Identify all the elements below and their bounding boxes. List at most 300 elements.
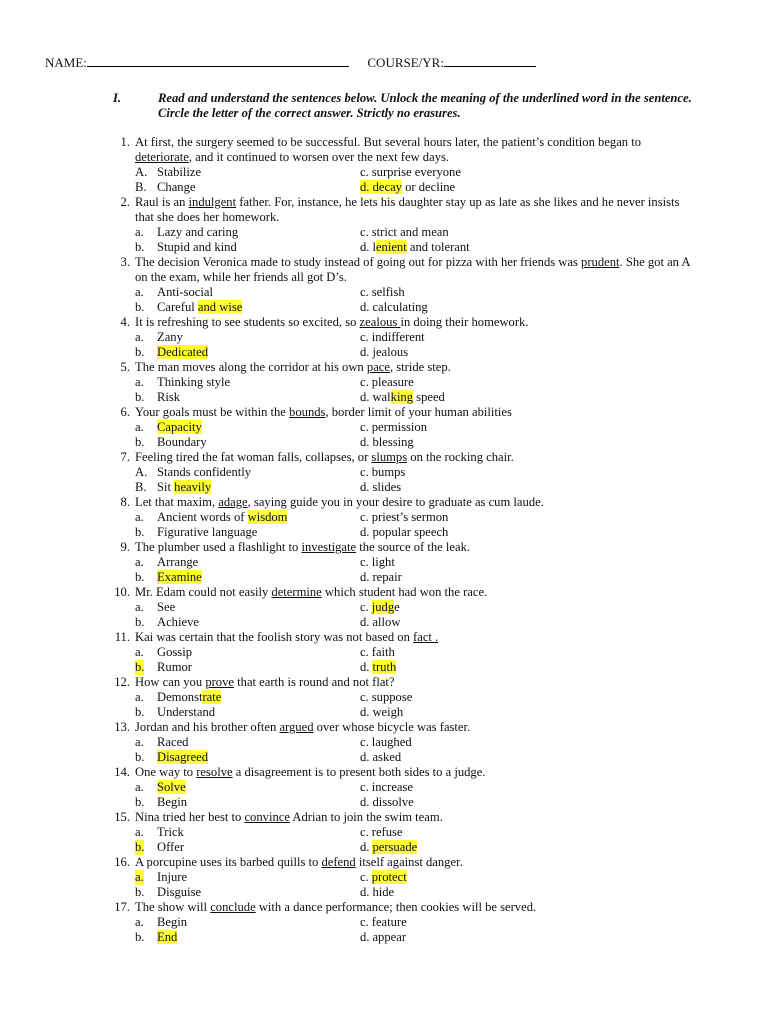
option-text [372,795,413,809]
answer-option[interactable] [360,330,425,345]
option-letter: a. [135,375,144,389]
option-text [157,915,187,930]
stem-text: in doing their homework. [400,315,529,329]
question-list [0,135,768,945]
option-text-part: priest’s sermon [371,510,449,524]
option-text-part: Stabilize [157,165,202,179]
answer-option[interactable] [360,570,402,585]
stem-text: Let that maxim, [135,495,219,509]
option-row [0,465,768,480]
option-letter: a. [135,780,144,794]
option-letter: c. [360,780,369,794]
question-stem [135,765,695,780]
option-row [0,480,768,495]
option-text-part: Injure [157,870,188,884]
option-letter: c. [360,165,369,179]
answer-option[interactable] [135,240,237,255]
option-text-part: Sit [157,480,175,494]
question-item [0,585,768,630]
question-number: 7. [120,450,130,464]
question-number: 3. [120,255,130,269]
stem-text: that earth is round and not flat? [234,675,395,689]
question-stem [135,900,695,915]
answer-option[interactable] [135,735,189,750]
option-text-part: Stupid and kind [157,240,237,254]
answer-option[interactable] [135,690,222,705]
answer-option[interactable] [360,510,448,525]
option-text [157,570,202,585]
option-text [372,570,401,584]
answer-option[interactable] [135,825,184,840]
option-letter: d. [360,885,370,899]
option-row [0,825,768,840]
answer-option[interactable] [360,915,407,930]
answer-option[interactable] [135,480,212,495]
option-text [157,390,180,405]
underlined-word: zealous [359,315,401,329]
underlined-word: bounds [289,405,326,419]
option-text-part: Lazy and caring [157,225,239,239]
answer-option[interactable] [360,555,395,570]
option-text-part: asked [372,750,402,764]
option-text-part: weigh [372,705,404,719]
answer-option[interactable] [360,480,401,495]
option-text-part: e [394,600,400,614]
option-text-part: speed [413,390,445,404]
option-letter: c. [360,225,369,239]
answer-option[interactable] [135,300,243,315]
option-text [360,180,455,194]
answer-option[interactable] [135,750,209,765]
option-row [0,300,768,315]
underlined-word: argued [279,720,314,734]
option-text-part: appear [372,930,407,944]
stem-text: , and it continued to worsen over the next few days. [188,150,450,164]
answer-option[interactable] [135,510,288,525]
answer-option[interactable] [135,645,192,660]
option-text-part: and tolerant [406,240,470,254]
highlighted-answer: truth [372,660,397,674]
option-letter: d. [360,240,370,254]
answer-option[interactable] [360,705,403,720]
option-text [372,390,444,404]
option-letter: b. [135,240,145,254]
option-text [157,345,208,360]
question-item [0,255,768,315]
stem-text: Adrian to join the swim team. [289,810,443,824]
answer-option[interactable] [360,840,417,855]
question-item [0,810,768,855]
course-field[interactable] [444,54,536,67]
option-letter: b. [135,570,145,584]
question-item [0,495,768,540]
option-text-part: selfish [371,285,405,299]
stem-text: Raul is an [135,195,189,209]
option-text-part: slides [372,480,402,494]
question-stem [135,450,695,465]
option-letter: c. [360,465,369,479]
answer-option[interactable] [135,180,196,195]
option-letter: d. [360,660,370,674]
answer-option[interactable] [360,600,400,615]
option-row [0,705,768,720]
option-text [157,420,202,435]
answer-option[interactable] [135,330,183,345]
option-text [372,480,401,494]
highlighted-answer: Examine [157,570,202,584]
option-text [372,300,427,314]
option-row [0,660,768,675]
option-letter: d. [360,615,370,629]
underlined-word: conclude [210,900,256,914]
option-letter: c. [360,735,369,749]
answer-option[interactable] [360,930,406,945]
option-text-part: Change [157,180,196,194]
underlined-word: determine [271,585,322,599]
question-number: 1. [120,135,130,149]
question-number: 2. [120,195,130,209]
option-text [157,180,195,195]
answer-option[interactable] [135,555,199,570]
stem-text: The man moves along the corridor at his own [135,360,367,374]
option-text [157,375,230,390]
option-letter: c. [360,555,369,569]
answer-option[interactable] [135,345,209,360]
option-letter: b. [135,300,145,314]
option-letter: c. [360,645,369,659]
stem-text: with a dance performance; then cookies will be served. [255,900,537,914]
underlined-word: prove [205,675,234,689]
underlined-word: prudent [581,255,620,269]
highlighted-answer: Disagreed [157,750,209,764]
stem-text: Kai was certain that the foolish story was not based on [135,630,414,644]
answer-option[interactable] [135,705,216,720]
answer-option[interactable] [135,840,185,855]
answer-option[interactable] [135,525,258,540]
option-text-part: popular speech [372,525,449,539]
answer-option[interactable] [360,825,403,840]
answer-option[interactable] [360,465,405,480]
answer-option[interactable] [360,645,395,660]
option-row [0,600,768,615]
answer-option[interactable] [360,180,455,195]
option-text-part: or decline [401,180,456,194]
option-text-part: refuse [371,825,403,839]
option-text-part: laughed [371,735,412,749]
option-text [157,510,287,525]
underlined-word: deteriorate [135,150,189,164]
question-stem [135,585,695,600]
option-text-part: dissolve [372,795,414,809]
answer-option[interactable] [135,570,202,585]
question-number: 6. [120,405,130,419]
question-number: 11. [114,630,130,644]
option-text [157,165,201,180]
question-number: 12. [114,675,130,689]
option-row [0,285,768,300]
option-row [0,330,768,345]
instruction-text: Read and understand the sentences below. Unlock the meaning of the underlined word in the sentence. Circle the letter of the correct answer. Strictly no erasures. [158,91,692,120]
question-stem [135,810,695,825]
option-text [157,690,221,705]
option-row [0,870,768,885]
answer-option[interactable] [135,600,176,615]
underlined-word: fact . [413,630,439,644]
highlighted-answer: wisdom [247,510,288,524]
answer-option[interactable] [360,780,413,795]
option-row [0,180,768,195]
answer-option[interactable] [360,285,405,300]
option-letter: c. [360,825,369,839]
stem-text: , border limit of your human abilities [325,405,512,419]
stem-text: A porcupine uses its barbed quills to [135,855,322,869]
option-letter: a. [135,690,144,704]
option-row [0,525,768,540]
option-row [0,555,768,570]
answer-option[interactable] [360,390,445,405]
answer-option[interactable] [360,165,461,180]
option-text-part: suppose [371,690,413,704]
answer-option[interactable] [135,795,188,810]
answer-option[interactable] [135,885,202,900]
question-stem [135,495,695,510]
option-letter: b. [135,615,145,629]
option-letter: a. [135,870,144,884]
option-text [372,840,417,854]
option-text [372,750,401,764]
highlighted-answer: persuade [372,840,418,854]
question-item [0,135,768,195]
option-letter: c. [360,510,369,524]
option-row [0,240,768,255]
answer-option[interactable] [135,420,202,435]
option-text [372,555,395,569]
option-text [157,225,238,240]
option-letter: b. [135,750,145,764]
highlighted-answer: Dedicated [157,345,209,359]
option-text-part: Understand [157,705,216,719]
stem-text: The plumber used a flashlight to [135,540,302,554]
option-text [372,420,427,434]
answer-option[interactable] [360,795,414,810]
underlined-word: slumps [371,450,408,464]
answer-option[interactable] [360,240,470,255]
option-letter: a. [135,555,144,569]
option-text [157,615,199,630]
answer-option[interactable] [360,615,400,630]
question-number: 16. [114,855,130,869]
option-letter: b. [135,345,145,359]
answer-option[interactable] [135,930,178,945]
option-text-part: Boundary [157,435,207,449]
answer-option[interactable] [360,375,414,390]
answer-option[interactable] [135,870,188,885]
option-letter: A. [135,165,148,179]
option-text-part: increase [371,780,413,794]
underlined-word: adage [218,495,248,509]
question-item [0,900,768,945]
question-number: 10. [114,585,130,599]
question-item [0,630,768,675]
answer-option[interactable] [135,465,252,480]
option-letter: d. [360,480,370,494]
answer-option[interactable] [135,915,188,930]
option-letter: A. [135,465,148,479]
option-letter: B. [135,180,147,194]
option-text [157,870,187,885]
option-text-part: Disguise [157,885,202,899]
stem-text: The decision Veronica made to study instead of going out for pizza with her friends was [135,255,582,269]
answer-option[interactable] [360,225,449,240]
stem-text: Your goals must be within the [135,405,290,419]
answer-option[interactable] [135,780,186,795]
answer-option[interactable] [360,870,407,885]
answer-option[interactable] [360,525,448,540]
option-text [372,615,400,629]
question-item [0,360,768,405]
option-text-part: calculating [372,300,428,314]
option-text-part: faith [371,645,395,659]
name-label: NAME: [45,55,87,70]
answer-option[interactable] [360,420,427,435]
option-letter: a. [135,645,144,659]
question-number: 13. [114,720,130,734]
question-item [0,195,768,255]
option-letter: d. [360,390,370,404]
option-letter: B. [135,480,147,494]
highlighted-answer: enient [375,240,407,254]
question-item [0,675,768,720]
option-text-part: Figurative language [157,525,258,539]
question-item [0,855,768,900]
option-letter: b. [135,525,145,539]
option-text-part: light [371,555,395,569]
option-text [372,705,403,719]
stem-text: It is refreshing to see students so excited, so [135,315,360,329]
stem-text: the source of the leak. [356,540,471,554]
option-letter: b. [135,930,145,944]
question-stem [135,540,695,555]
option-letter: d. [360,300,370,314]
option-text-part: permission [371,420,428,434]
stem-text: Mr. Edam could not easily [135,585,272,599]
stem-text: , stride step. [389,360,451,374]
question-stem [135,360,695,375]
answer-option[interactable] [135,390,181,405]
answer-option[interactable] [360,435,414,450]
stem-text: Nina tried her best to [135,810,245,824]
highlighted-answer: rate [202,690,222,704]
option-text [157,285,213,300]
highlighted-answer: Capacity [157,420,202,434]
option-text-part: allow [372,615,401,629]
option-row [0,840,768,855]
option-text [372,690,413,704]
underlined-word: convince [244,810,290,824]
option-text [372,870,407,884]
answer-option[interactable] [360,690,412,705]
option-text [372,330,425,344]
option-text-part: Zany [157,330,183,344]
option-text [157,660,192,675]
highlighted-answer: judg [371,600,395,614]
question-item [0,405,768,450]
option-letter: a. [135,600,144,614]
option-letter: c. [360,420,369,434]
option-text [372,885,394,899]
option-text [157,480,211,495]
option-text [372,465,406,479]
option-letter: c. [360,285,369,299]
student-info-header [45,54,745,70]
answer-option[interactable] [135,225,239,240]
option-text-part: Thinking style [157,375,231,389]
option-letter: a. [135,225,144,239]
option-text [157,735,188,750]
option-letter: d. [360,525,370,539]
question-number: 15. [114,810,130,824]
answer-option[interactable] [360,750,401,765]
stem-text: over whose bicycle was faster. [313,720,471,734]
option-text-part: See [157,600,176,614]
answer-option[interactable] [360,300,428,315]
answer-option[interactable] [360,735,412,750]
option-letter: b. [135,660,145,674]
stem-text: How can you [135,675,206,689]
highlighted-answer: protect [371,870,407,884]
answer-option[interactable] [135,285,213,300]
option-text [157,300,242,315]
answer-option[interactable] [135,375,231,390]
answer-option[interactable] [360,345,408,360]
option-text-part: surprise everyone [371,165,461,179]
underlined-word: defend [321,855,356,869]
option-text-part: Achieve [157,615,199,629]
question-stem [135,675,695,690]
answer-option[interactable] [135,165,202,180]
name-field[interactable] [87,54,349,67]
option-text-part: jealous [372,345,409,359]
question-number: 4. [120,315,130,329]
option-text [157,330,183,345]
option-letter: b. [135,795,145,809]
option-row [0,435,768,450]
option-letter: c. [360,915,369,929]
answer-option[interactable] [360,885,394,900]
option-text-part: Begin [157,795,188,809]
option-row [0,420,768,435]
option-text [372,600,400,614]
option-letter: d. [360,840,370,854]
option-row [0,165,768,180]
answer-option[interactable] [135,615,199,630]
option-text-part: Anti-social [157,285,213,299]
highlighted-answer: and wise [197,300,243,314]
option-letter: d. [360,795,370,809]
option-row [0,750,768,765]
answer-option[interactable] [360,660,396,675]
question-stem [135,255,695,285]
stem-text: father. For, instance, he lets his daughter stay up as late as she likes and he never insists that she does her homework. [135,195,680,224]
option-text [372,915,407,929]
question-stem [135,135,695,165]
option-letter: b. [135,840,145,854]
option-row [0,645,768,660]
option-letter: a. [135,825,144,839]
option-text-part: wal [372,390,391,404]
answer-option[interactable] [135,660,192,675]
answer-option[interactable] [135,435,207,450]
